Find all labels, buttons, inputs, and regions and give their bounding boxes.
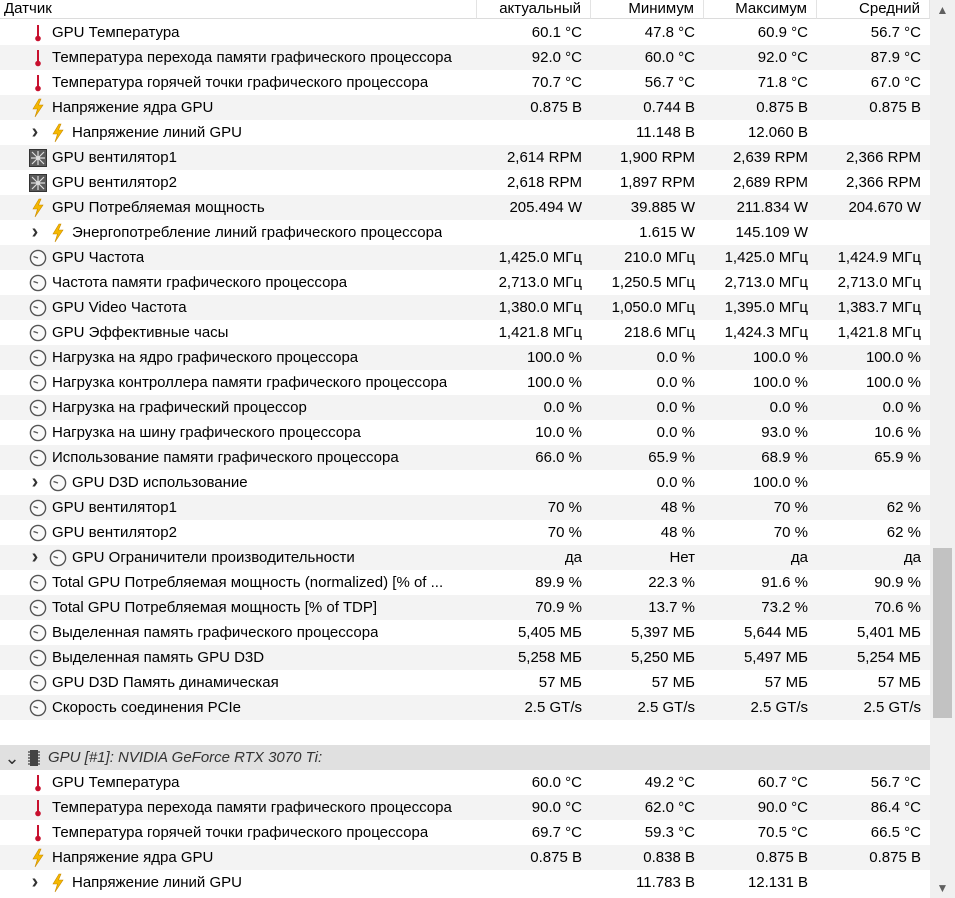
sensor-label: GPU Video Частота bbox=[52, 299, 187, 316]
value-min: 0.0 % bbox=[656, 374, 695, 391]
table-row[interactable] bbox=[0, 770, 930, 795]
sensor-label: Напряжение ядра GPU bbox=[52, 849, 214, 866]
value-max: 70.5 °C bbox=[757, 824, 808, 841]
value-max: 57 МБ bbox=[764, 674, 808, 691]
sensor-cell bbox=[0, 345, 477, 370]
value-max: 71.8 °C bbox=[757, 74, 808, 91]
lightning-icon bbox=[28, 198, 48, 218]
value-avg bbox=[817, 220, 930, 245]
sensor-label: Выделенная память GPU D3D bbox=[52, 649, 265, 666]
lightning-icon bbox=[28, 98, 48, 118]
sensor-cell bbox=[0, 145, 477, 170]
sensor-label: Нагрузка контроллера памяти графического процессора bbox=[52, 374, 448, 391]
sensor-label: GPU вентилятор2 bbox=[52, 174, 177, 191]
value-avg: 10.6 % bbox=[874, 424, 921, 441]
value-min: 62.0 °C bbox=[644, 799, 695, 816]
value-max: 1,395.0 МГц bbox=[724, 299, 808, 316]
gauge-icon bbox=[28, 298, 48, 318]
value-avg: 65.9 % bbox=[874, 449, 921, 466]
sensor-label: Температура горячей точки графического процессора bbox=[52, 74, 429, 91]
table-row[interactable] bbox=[0, 170, 930, 195]
thermometer-icon bbox=[28, 823, 48, 843]
value-min: 13.7 % bbox=[648, 599, 695, 616]
value-min: 56.7 °C bbox=[644, 74, 695, 91]
sensor-label: GPU [#1]: NVIDIA GeForce RTX 3070 Ti: bbox=[48, 749, 323, 766]
value-current: 100.0 % bbox=[526, 349, 582, 366]
value-current bbox=[477, 220, 591, 245]
value-avg bbox=[817, 120, 930, 145]
value-avg: 1,383.7 МГц bbox=[837, 299, 921, 316]
value-max: 91.6 % bbox=[761, 574, 808, 591]
sensor-cell bbox=[0, 545, 477, 570]
value-min: 1,250.5 МГц bbox=[611, 274, 695, 291]
value-current: 205.494 W bbox=[509, 199, 582, 216]
value-max: 60.7 °C bbox=[757, 774, 808, 791]
value-current: 1,425.0 МГц bbox=[498, 249, 582, 266]
sensor-label: Скорость соединения PCIe bbox=[52, 699, 242, 716]
table-row[interactable] bbox=[0, 70, 930, 95]
table-row[interactable] bbox=[0, 420, 930, 445]
lightning-icon bbox=[48, 123, 68, 143]
table-row[interactable] bbox=[0, 295, 930, 320]
blank-row bbox=[0, 720, 930, 745]
value-avg: 0.875 В bbox=[869, 99, 921, 116]
value-avg: 100.0 % bbox=[865, 374, 921, 391]
vertical-scrollbar[interactable] bbox=[930, 0, 955, 898]
sensor-label: GPU Потребляемая мощность bbox=[52, 199, 265, 216]
table-row[interactable] bbox=[0, 370, 930, 395]
value-current: 70 % bbox=[547, 499, 582, 516]
sensor-label: GPU D3D использование bbox=[72, 474, 248, 491]
gauge-icon bbox=[28, 598, 48, 618]
value-current: 70 % bbox=[547, 524, 582, 541]
table-row[interactable] bbox=[0, 820, 930, 845]
group-row[interactable] bbox=[0, 745, 930, 770]
value-avg: 5,401 МБ bbox=[856, 624, 921, 641]
value-avg: 2,366 RPM bbox=[845, 174, 921, 191]
expand-chevron-icon[interactable]: › bbox=[31, 221, 39, 243]
value-min: 5,250 МБ bbox=[630, 649, 695, 666]
sensor-label: GPU Температура bbox=[52, 24, 180, 41]
value-min: 218.6 МГц bbox=[624, 324, 695, 341]
sensor-label: GPU Ограничители производительности bbox=[72, 549, 355, 566]
sensor-cell bbox=[0, 520, 477, 545]
expand-chevron-icon[interactable]: › bbox=[31, 471, 39, 493]
sensor-cell bbox=[0, 470, 477, 495]
gauge-icon bbox=[28, 348, 48, 368]
value-max: 100.0 % bbox=[752, 374, 808, 391]
scroll-thumb[interactable] bbox=[933, 548, 952, 718]
value-avg: 0.875 В bbox=[869, 849, 921, 866]
sensor-cell bbox=[0, 820, 477, 845]
sensor-cell bbox=[0, 770, 477, 795]
value-current: 5,258 МБ bbox=[517, 649, 582, 666]
value-avg bbox=[817, 870, 930, 895]
value-current: 69.7 °C bbox=[531, 824, 582, 841]
value-min: 0.0 % bbox=[656, 399, 695, 416]
sensor-label: GPU D3D Память динамическая bbox=[52, 674, 279, 691]
sensor-label: Температура перехода памяти графического процессора bbox=[52, 799, 452, 816]
value-min: 59.3 °C bbox=[644, 824, 695, 841]
value-avg: 1,421.8 МГц bbox=[837, 324, 921, 341]
value-max: 5,497 МБ bbox=[743, 649, 808, 666]
value-avg: 100.0 % bbox=[865, 349, 921, 366]
gauge-icon bbox=[28, 398, 48, 418]
column-max[interactable]: Максимум bbox=[704, 0, 817, 19]
scroll-up-arrow-icon[interactable]: ▲ bbox=[936, 3, 949, 17]
value-min: 1.615 W bbox=[639, 224, 695, 241]
value-min: 49.2 °C bbox=[644, 774, 695, 791]
gauge-icon bbox=[48, 548, 68, 568]
sensor-cell bbox=[0, 420, 477, 445]
value-min: 22.3 % bbox=[648, 574, 695, 591]
value-avg: 204.670 W bbox=[848, 199, 921, 216]
value-min: 57 МБ bbox=[651, 674, 695, 691]
table-row[interactable] bbox=[0, 470, 930, 495]
value-min: 0.838 В bbox=[643, 849, 695, 866]
value-max: 1,424.3 МГц bbox=[724, 324, 808, 341]
value-avg: 56.7 °C bbox=[870, 774, 921, 791]
sensor-cell bbox=[0, 870, 477, 895]
value-avg: 67.0 °C bbox=[870, 74, 921, 91]
value-max: 0.875 В bbox=[756, 849, 808, 866]
value-current: 0.0 % bbox=[543, 399, 582, 416]
sensor-cell bbox=[0, 70, 477, 95]
value-max: 100.0 % bbox=[752, 474, 808, 491]
value-min: 11.148 В bbox=[636, 124, 695, 141]
column-avg[interactable]: Средний bbox=[817, 0, 930, 19]
sensor-cell bbox=[0, 170, 477, 195]
value-current: 0.875 В bbox=[530, 849, 582, 866]
gauge-icon bbox=[28, 573, 48, 593]
table-row[interactable] bbox=[0, 20, 930, 45]
table-row[interactable] bbox=[0, 395, 930, 420]
value-min: 11.783 В bbox=[636, 874, 695, 891]
sensor-cell bbox=[0, 795, 477, 820]
value-avg: 2.5 GT/s bbox=[863, 699, 921, 716]
gauge-icon bbox=[28, 248, 48, 268]
lightning-icon bbox=[48, 223, 68, 243]
sensor-label: Частота памяти графического процессора bbox=[52, 274, 348, 291]
value-max: 12.131 В bbox=[747, 874, 808, 891]
sensor-cell bbox=[0, 570, 477, 595]
table-row[interactable] bbox=[0, 445, 930, 470]
value-max: 100.0 % bbox=[752, 349, 808, 366]
sensor-label: Использование памяти графического процессора bbox=[52, 449, 399, 466]
sensor-cell bbox=[0, 620, 477, 645]
value-min: 0.0 % bbox=[656, 424, 695, 441]
sensor-cell bbox=[0, 295, 477, 320]
table-row[interactable] bbox=[0, 570, 930, 595]
value-avg: 57 МБ bbox=[877, 674, 921, 691]
value-max: 92.0 °C bbox=[757, 49, 808, 66]
table-row[interactable] bbox=[0, 495, 930, 520]
lightning-icon bbox=[48, 873, 68, 893]
sensor-label: GPU Частота bbox=[52, 249, 145, 266]
fan-icon bbox=[28, 173, 48, 193]
sensor-cell bbox=[0, 20, 477, 45]
table-row[interactable] bbox=[0, 120, 930, 145]
value-max: 90.0 °C bbox=[757, 799, 808, 816]
value-avg: 62 % bbox=[886, 499, 921, 516]
table-row[interactable] bbox=[0, 645, 930, 670]
sensor-label: Нагрузка на графический процессор bbox=[52, 399, 307, 416]
value-max: 70 % bbox=[773, 524, 808, 541]
value-avg: 2,713.0 МГц bbox=[837, 274, 921, 291]
sensor-label: Total GPU Потребляемая мощность (normalized) [% of ... bbox=[52, 574, 444, 591]
sensor-label: Напряжение ядра GPU bbox=[52, 99, 214, 116]
value-current: 89.9 % bbox=[535, 574, 582, 591]
column-current[interactable]: актуальный bbox=[477, 0, 591, 19]
fan-icon bbox=[28, 148, 48, 168]
value-avg: 5,254 МБ bbox=[856, 649, 921, 666]
value-min: 1,050.0 МГц bbox=[611, 299, 695, 316]
expand-chevron-icon[interactable]: › bbox=[31, 546, 39, 568]
value-current: 1,421.8 МГц bbox=[498, 324, 582, 341]
table-row[interactable] bbox=[0, 45, 930, 70]
sensor-label: GPU вентилятор2 bbox=[52, 524, 177, 541]
value-max: 1,425.0 МГц bbox=[724, 249, 808, 266]
sensor-label: Напряжение линий GPU bbox=[72, 874, 242, 891]
value-max: 12.060 В bbox=[747, 124, 808, 141]
value-max: 73.2 % bbox=[761, 599, 808, 616]
gauge-icon bbox=[28, 273, 48, 293]
sensor-cell bbox=[0, 95, 477, 120]
value-min: 48 % bbox=[660, 524, 695, 541]
sensor-cell bbox=[0, 670, 477, 695]
value-current: 2,614 RPM bbox=[506, 149, 582, 166]
thermometer-icon bbox=[28, 798, 48, 818]
column-header bbox=[0, 0, 930, 20]
scroll-down-arrow-icon[interactable]: ▼ bbox=[936, 881, 949, 895]
column-sensor[interactable]: Датчик bbox=[0, 0, 477, 19]
value-current: 70.9 % bbox=[535, 599, 582, 616]
table-row[interactable] bbox=[0, 195, 930, 220]
value-current: 90.0 °C bbox=[531, 799, 582, 816]
table-row[interactable] bbox=[0, 320, 930, 345]
sensor-cell bbox=[0, 645, 477, 670]
value-current: 57 МБ bbox=[538, 674, 582, 691]
sensor-label: Нагрузка на ядро графического процессора bbox=[52, 349, 359, 366]
value-max: 0.875 В bbox=[756, 99, 808, 116]
value-min: 60.0 °C bbox=[644, 49, 695, 66]
sensor-label: GPU Эффективные часы bbox=[52, 324, 229, 341]
value-current bbox=[477, 470, 591, 495]
value-current: 0.875 В bbox=[530, 99, 582, 116]
lightning-icon bbox=[28, 848, 48, 868]
value-max: 2,689 RPM bbox=[732, 174, 808, 191]
value-avg: 1,424.9 МГц bbox=[837, 249, 921, 266]
value-avg: 62 % bbox=[886, 524, 921, 541]
gauge-icon bbox=[28, 323, 48, 343]
value-current: 66.0 % bbox=[535, 449, 582, 466]
sensor-cell bbox=[0, 270, 477, 295]
value-avg: 2,366 RPM bbox=[845, 149, 921, 166]
value-avg: 90.9 % bbox=[874, 574, 921, 591]
expand-chevron-icon[interactable]: › bbox=[31, 871, 39, 893]
value-min: Нет bbox=[669, 549, 695, 566]
sensor-cell bbox=[0, 245, 477, 270]
sensor-cell bbox=[0, 745, 477, 770]
sensor-cell bbox=[0, 695, 477, 720]
table-row[interactable] bbox=[0, 270, 930, 295]
value-min: 1,897 RPM bbox=[619, 174, 695, 191]
sensor-cell bbox=[0, 595, 477, 620]
thermometer-icon bbox=[28, 73, 48, 93]
gauge-icon bbox=[28, 423, 48, 443]
table-row[interactable] bbox=[0, 545, 930, 570]
table-row[interactable] bbox=[0, 595, 930, 620]
value-min: 2.5 GT/s bbox=[637, 699, 695, 716]
gauge-icon bbox=[28, 498, 48, 518]
value-current: 100.0 % bbox=[526, 374, 582, 391]
table-row[interactable] bbox=[0, 345, 930, 370]
sensor-label: Нагрузка на шину графического процессора bbox=[52, 424, 361, 441]
thermometer-icon bbox=[28, 773, 48, 793]
value-max: 68.9 % bbox=[761, 449, 808, 466]
collapse-chevron-icon[interactable]: ⌄ bbox=[4, 747, 20, 768]
gauge-icon bbox=[28, 673, 48, 693]
value-current: да bbox=[564, 549, 582, 566]
value-max: да bbox=[790, 549, 808, 566]
value-avg: да bbox=[903, 549, 921, 566]
value-current: 1,380.0 МГц bbox=[498, 299, 582, 316]
sensor-cell bbox=[0, 370, 477, 395]
value-max: 211.834 W bbox=[736, 199, 808, 216]
gauge-icon bbox=[28, 373, 48, 393]
table-row[interactable] bbox=[0, 870, 930, 895]
thermometer-icon bbox=[28, 48, 48, 68]
value-min: 5,397 МБ bbox=[630, 624, 695, 641]
value-current: 10.0 % bbox=[535, 424, 582, 441]
gauge-icon bbox=[48, 473, 68, 493]
value-min: 0.0 % bbox=[656, 474, 695, 491]
value-min: 210.0 МГц bbox=[624, 249, 695, 266]
table-row[interactable] bbox=[0, 795, 930, 820]
column-min[interactable]: Минимум bbox=[591, 0, 704, 19]
value-min: 65.9 % bbox=[648, 449, 695, 466]
sensor-cell bbox=[0, 195, 477, 220]
sensor-label: Напряжение линий GPU bbox=[72, 124, 242, 141]
sensor-cell bbox=[0, 445, 477, 470]
sensor-cell bbox=[0, 45, 477, 70]
gauge-icon bbox=[28, 698, 48, 718]
sensor-cell bbox=[0, 220, 477, 245]
gauge-icon bbox=[28, 448, 48, 468]
gauge-icon bbox=[28, 623, 48, 643]
value-max: 2,713.0 МГц bbox=[724, 274, 808, 291]
value-current: 60.1 °C bbox=[531, 24, 582, 41]
value-current: 92.0 °C bbox=[531, 49, 582, 66]
value-avg: 66.5 °C bbox=[870, 824, 921, 841]
value-avg bbox=[817, 470, 930, 495]
value-current: 2,618 RPM bbox=[506, 174, 582, 191]
value-max: 2.5 GT/s bbox=[750, 699, 808, 716]
table-row[interactable] bbox=[0, 245, 930, 270]
value-min: 39.885 W bbox=[630, 199, 695, 216]
value-min: 47.8 °C bbox=[644, 24, 695, 41]
sensor-label: GPU вентилятор1 bbox=[52, 149, 177, 166]
sensor-label: Температура перехода памяти графического процессора bbox=[52, 49, 452, 66]
value-min: 48 % bbox=[660, 499, 695, 516]
sensor-label: GPU вентилятор1 bbox=[52, 499, 177, 516]
value-avg: 0.0 % bbox=[882, 399, 921, 416]
expand-chevron-icon[interactable]: › bbox=[31, 121, 39, 143]
sensor-cell bbox=[0, 495, 477, 520]
table-row[interactable] bbox=[0, 620, 930, 645]
sensor-label: Выделенная память графического процессора bbox=[52, 624, 379, 641]
table-row[interactable] bbox=[0, 670, 930, 695]
table-row[interactable] bbox=[0, 520, 930, 545]
table-row[interactable] bbox=[0, 845, 930, 870]
value-max: 0.0 % bbox=[769, 399, 808, 416]
sensor-cell bbox=[0, 320, 477, 345]
sensor-label: Температура горячей точки графического процессора bbox=[52, 824, 429, 841]
value-max: 145.109 W bbox=[735, 224, 808, 241]
value-min: 0.744 В bbox=[643, 99, 695, 116]
value-avg: 70.6 % bbox=[874, 599, 921, 616]
sensor-cell bbox=[0, 120, 477, 145]
value-min: 1,900 RPM bbox=[619, 149, 695, 166]
value-max: 5,644 МБ bbox=[743, 624, 808, 641]
sensor-cell bbox=[0, 845, 477, 870]
value-max: 2,639 RPM bbox=[732, 149, 808, 166]
thermometer-icon bbox=[28, 23, 48, 43]
table-row[interactable] bbox=[0, 695, 930, 720]
gauge-icon bbox=[28, 523, 48, 543]
chip-icon bbox=[24, 748, 44, 768]
value-max: 93.0 % bbox=[761, 424, 808, 441]
sensor-label: Total GPU Потребляемая мощность [% of TDP] bbox=[52, 599, 378, 616]
sensor-label: GPU Температура bbox=[52, 774, 180, 791]
value-current: 5,405 МБ bbox=[517, 624, 582, 641]
value-current: 2.5 GT/s bbox=[524, 699, 582, 716]
sensor-label: Энергопотребление линий графического процессора bbox=[72, 224, 443, 241]
value-avg: 87.9 °C bbox=[870, 49, 921, 66]
table-row[interactable] bbox=[0, 145, 930, 170]
value-avg: 56.7 °C bbox=[870, 24, 921, 41]
value-current: 60.0 °C bbox=[531, 774, 582, 791]
value-min: 0.0 % bbox=[656, 349, 695, 366]
sensor-cell bbox=[0, 395, 477, 420]
value-max: 60.9 °C bbox=[757, 24, 808, 41]
value-avg: 86.4 °C bbox=[870, 799, 921, 816]
value-current: 2,713.0 МГц bbox=[498, 274, 582, 291]
value-current: 70.7 °C bbox=[531, 74, 582, 91]
value-current bbox=[477, 870, 591, 895]
table-row[interactable] bbox=[0, 95, 930, 120]
value-current bbox=[477, 120, 591, 145]
gauge-icon bbox=[28, 648, 48, 668]
value-max: 70 % bbox=[773, 499, 808, 516]
table-row[interactable] bbox=[0, 220, 930, 245]
sensor-rows bbox=[0, 20, 930, 895]
